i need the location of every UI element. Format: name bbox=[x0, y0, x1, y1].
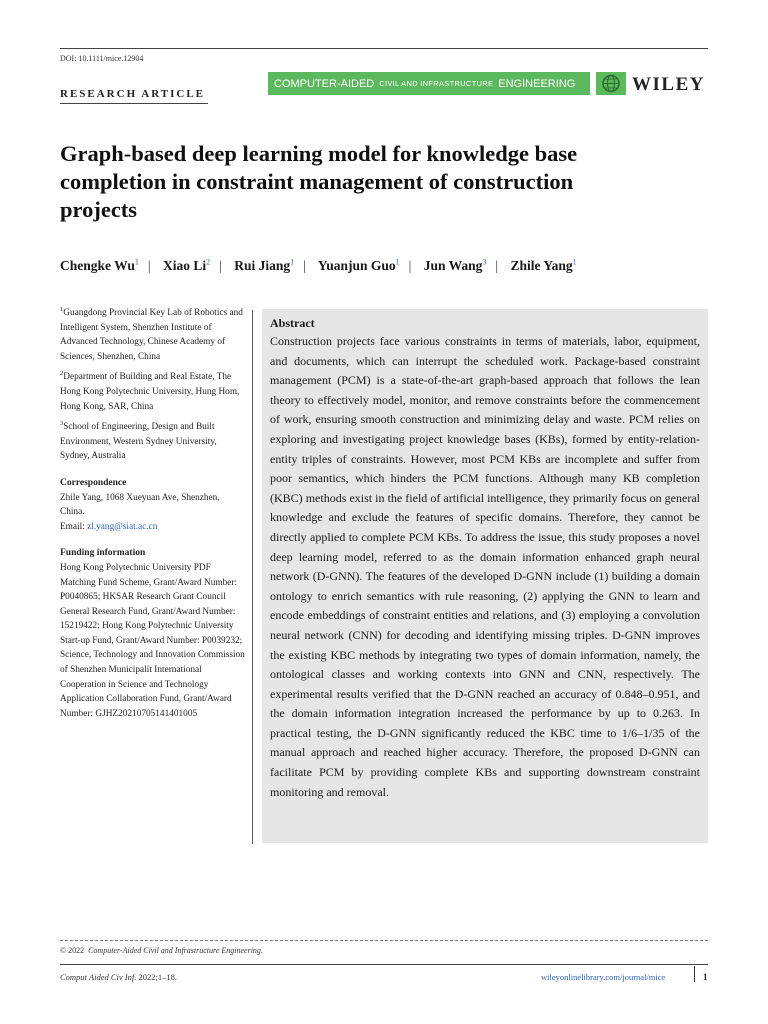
abstract-box bbox=[262, 309, 708, 843]
citation-detail: 2022;1–18. bbox=[138, 972, 177, 982]
journal-banner-part3: ENGINEERING bbox=[498, 77, 576, 90]
author-affiliation-mark[interactable]: 2 bbox=[206, 257, 211, 267]
correspondence-heading: Correspondence bbox=[60, 477, 127, 488]
author-name[interactable]: Rui Jiang bbox=[234, 258, 291, 273]
footer-rule bbox=[60, 964, 708, 965]
author-separator: | bbox=[303, 258, 306, 273]
author-name[interactable]: Yuanjun Guo bbox=[317, 258, 396, 273]
footer-dashed-rule bbox=[60, 940, 708, 941]
copyright-prefix: © 2022 bbox=[60, 946, 85, 955]
correspondence-email-line bbox=[60, 520, 245, 535]
author-list bbox=[60, 258, 720, 274]
author-name[interactable]: Xiao Li bbox=[162, 258, 207, 273]
author-name[interactable]: Zhile Yang bbox=[510, 258, 573, 273]
journal-url-link[interactable]: wileyonlinelibrary.com/journal/mice bbox=[541, 972, 666, 982]
email-link[interactable]: zl.yang@siat.ac.cn bbox=[87, 521, 158, 532]
funding-heading: Funding information bbox=[60, 548, 146, 559]
journal-globe-icon bbox=[596, 72, 626, 95]
funding-text: Hong Kong Polytechnic University PDF Matching Fund Scheme, Grant/Award Number: P0040865; HKSAR Research Grant Council General Research Fund, Grant/Award Number: 15219422; Hong Kong Polytechnic University Start-up Fund, Grant/Award Number: P0039232; Science, Technology and Innovation Commission of Shenzhen Municipalit International Cooperation in Science and Technology Application Collaboration Fund, Grant/Award Number: GJHZ20210705141401005 bbox=[60, 562, 245, 719]
page-number-divider bbox=[694, 966, 695, 982]
author-separator: | bbox=[147, 258, 151, 273]
copyright-journal: Computer-Aided Civil and Infrastructure Engineering. bbox=[88, 946, 263, 955]
affiliation-number: 2 bbox=[60, 370, 64, 378]
paper-title: Graph-based deep learning model for knowledge base completion in constraint management of construction projects bbox=[60, 141, 578, 222]
doi-label[interactable]: DOI: 10.1111/mice.12904 bbox=[60, 54, 144, 63]
column-divider bbox=[252, 310, 253, 844]
author-name[interactable]: Chengke Wu bbox=[60, 258, 135, 273]
journal-banner-part1: COMPUTER-AIDED bbox=[274, 77, 375, 90]
affiliation-item bbox=[60, 370, 245, 414]
affiliation-text: Department of Building and Real Estate, The Hong Kong Polytechnic University, Hung Hom, Hong Kong, SAR, China bbox=[60, 372, 240, 412]
journal-banner-part2: CIVIL AND INFRASTRUCTURE bbox=[379, 79, 494, 88]
abstract-text: Construction projects face various constraints in terms of materials, labor, equipment, and documents, which can interrupt the scheduled work. Package-based constraint management (PCM) is a state-of-the-art graph-based approach that follows the lean theory to effectively model, monitor, and remove constraints before the commencement of work, ensuring smooth construction and minimizing delay and waste. PCM relies on exploring and investigating project knowledge bases (KBs), formed by entity-relation-entity triples of constraints. However, most PCM KBs are incomplete and suffer from poor semantics, which hinders the PCM functions. Although many KB completion (KBC) methods exist in the field of artificial intelligence, they primarily focus on general knowledge and exclude the features of specific domains. Therefore, they cannot be directly applied to complete PCM KBs. To address the issue, this study proposes a novel deep learning model, referred to as the domain information enhanced graph neural network (D-GNN). The features of the developed D-GNN include (1) building a domain ontology to enrich semantics with rule reasoning, (2) applying the GNN to learn and encode embeddings of constraint entities and relations, and (3) employing a convolution neural network (CNN) for decoding and identifying missing triples. D-GNN improves the existing KBC methods by integrating two types of domain information, namely, the ontological classes and working contexts into GNN and CNN, respectively. The experimental results verified that the D-GNN reached an accuracy of 0.848–0.951, and the domain information integration increased the performance by up to 0.263. In practical testing, the D-GNN significantly reduced the KBC time to 1/6–1/35 of the manual approach and reached higher accuracy. Therefore, the proposed D-GNN can facilitate PCM by providing complete KBs and supporting downstream constraint monitoring and removal. bbox=[270, 334, 700, 799]
affiliation-number: 1 bbox=[60, 305, 64, 313]
author-separator: | bbox=[408, 258, 412, 273]
author-affiliation-mark[interactable]: 1 bbox=[290, 257, 295, 267]
affiliation-number: 3 bbox=[60, 420, 64, 428]
author-separator: | bbox=[219, 258, 222, 273]
page-number: 1 bbox=[703, 972, 708, 982]
article-type-label: RESEARCH ARTICLE bbox=[60, 88, 206, 100]
author-separator: | bbox=[495, 258, 499, 273]
email-label: Email: bbox=[60, 521, 88, 532]
journal-banner[interactable] bbox=[268, 72, 590, 95]
affiliation-text: Guangdong Provincial Key Lab of Robotics and Intelligent System, Shenzhen Institute of Advanced Technology, Chinese Academy of Sciences, Shenzhen, China bbox=[60, 308, 243, 362]
correspondence-text: Zhile Yang, 1068 Xueyuan Ave, Shenzhen, China. bbox=[60, 492, 220, 518]
copyright-notice bbox=[60, 946, 263, 955]
affiliation-text: School of Engineering, Design and Built Environment, Western Sydney University, Sydney, Australia bbox=[60, 422, 217, 462]
article-type-rule bbox=[60, 103, 208, 104]
publisher-logo[interactable]: WILEY bbox=[632, 74, 705, 95]
abstract-heading: Abstract bbox=[270, 316, 315, 330]
author-affiliation-mark[interactable]: 1 bbox=[395, 257, 400, 267]
affiliation-item bbox=[60, 420, 245, 464]
affiliation-item bbox=[60, 306, 245, 364]
author-affiliation-mark[interactable]: 1 bbox=[134, 257, 139, 267]
author-affiliation-mark[interactable]: 1 bbox=[572, 257, 577, 267]
top-rule bbox=[60, 48, 708, 49]
author-affiliation-mark[interactable]: 3 bbox=[482, 257, 487, 267]
citation-journal: Comput Aided Civ Inf. bbox=[60, 972, 137, 982]
author-name[interactable]: Jun Wang bbox=[423, 258, 483, 273]
sidebar-info bbox=[60, 306, 245, 721]
citation-line bbox=[60, 972, 177, 982]
